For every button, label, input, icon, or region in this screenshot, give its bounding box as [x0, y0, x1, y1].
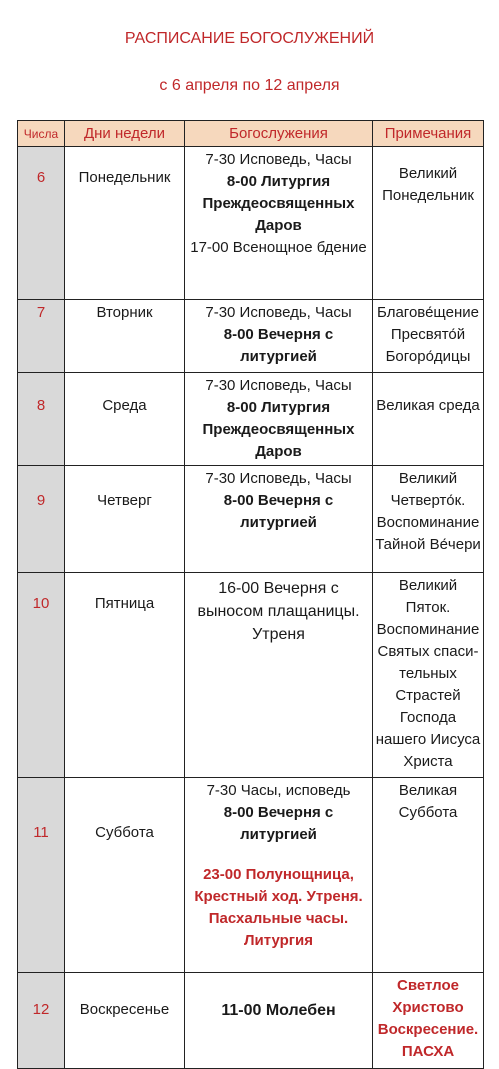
row-notes	[373, 466, 484, 573]
service-item: 8-00 Вечерня с литургией	[223, 326, 334, 365]
column-header-notes: Примечания	[373, 121, 484, 147]
schedule-table	[17, 120, 484, 1069]
note-item: Воспоминание Тайной Ве́чери	[375, 514, 481, 553]
row-day: Воскресенье	[65, 973, 185, 1069]
note-item: Воспоминание Святых спаси-	[376, 621, 480, 660]
row-notes	[373, 573, 484, 778]
service-item: 16-00 Вечерня с выносом плащаницы. Утреня	[197, 580, 360, 643]
row-number: 6	[18, 147, 65, 300]
note-item: тельных	[399, 665, 457, 682]
table-header-row	[18, 121, 484, 147]
row-day: Пятница	[65, 573, 185, 778]
table-row	[18, 373, 484, 466]
note-item: Светлое Христово Воскресение. ПАСХА	[377, 977, 479, 1060]
row-number: 11	[18, 778, 65, 973]
row-services	[185, 573, 373, 778]
note-item: Великая среда	[376, 397, 480, 414]
table-row	[18, 973, 484, 1069]
service-item: 8-00 Вечерня с литургией	[223, 804, 334, 843]
row-number: 10	[18, 573, 65, 778]
table-row	[18, 300, 484, 373]
row-notes	[373, 778, 484, 973]
note-item: Великий Понедельник	[382, 165, 474, 204]
service-item: 7-30 Исповедь, Часы	[205, 377, 352, 394]
row-services	[185, 466, 373, 573]
service-item: 7-30 Исповедь, Часы	[205, 304, 352, 321]
row-number: 9	[18, 466, 65, 573]
row-day: Вторник	[65, 300, 185, 373]
service-item: 23-00 Полунощница, Крестный ход. Утреня. Пасхальные часы. Литургия	[194, 866, 363, 949]
date-range: с 6 апреля по 12 апреля	[159, 77, 340, 94]
row-services	[185, 778, 373, 973]
table-row	[18, 466, 484, 573]
note-item: Великий Пяток.	[398, 577, 458, 616]
row-notes	[373, 147, 484, 300]
row-notes	[373, 300, 484, 373]
column-header-number: Числа	[18, 121, 65, 147]
service-item: 8-00 Литургия Преждеосвященных Даров	[202, 399, 355, 460]
row-day: Понедельник	[65, 147, 185, 300]
service-item: 7-30 Часы, исповедь	[206, 782, 351, 799]
table-row	[18, 573, 484, 778]
note-item: Благове́щение Пресвято́й Богоро́дицы	[377, 304, 479, 365]
table-row	[18, 778, 484, 973]
row-notes	[373, 373, 484, 466]
row-day: Среда	[65, 373, 185, 466]
table-row	[18, 147, 484, 300]
row-services	[185, 973, 373, 1069]
service-item: 8-00 Литургия Преждеосвященных Даров	[202, 173, 355, 234]
row-services	[185, 147, 373, 300]
row-services	[185, 300, 373, 373]
column-header-services: Богослужения	[185, 121, 373, 147]
row-day: Суббота	[65, 778, 185, 973]
note-item: Великая Суббота	[398, 782, 458, 821]
row-number: 12	[18, 973, 65, 1069]
column-header-day: Дни недели	[65, 121, 185, 147]
row-number: 8	[18, 373, 65, 466]
row-day: Четверг	[65, 466, 185, 573]
service-item: 8-00 Вечерня с литургией	[223, 492, 334, 531]
page-title: РАСПИСАНИЕ БОГОСЛУЖЕНИЙ	[124, 30, 375, 47]
row-notes	[373, 973, 484, 1069]
service-item: 11-00 Молебен	[221, 1002, 336, 1019]
note-item: Великий Четверто́к.	[390, 470, 466, 509]
row-number: 7	[18, 300, 65, 373]
service-item: 17-00 Всенощное бдение	[190, 239, 367, 256]
note-item: Страстей Господа нашего Иисуса Христа	[375, 687, 481, 770]
service-item: 7-30 Исповедь, Часы	[205, 151, 352, 168]
row-services	[185, 373, 373, 466]
service-item: 7-30 Исповедь, Часы	[205, 470, 352, 487]
